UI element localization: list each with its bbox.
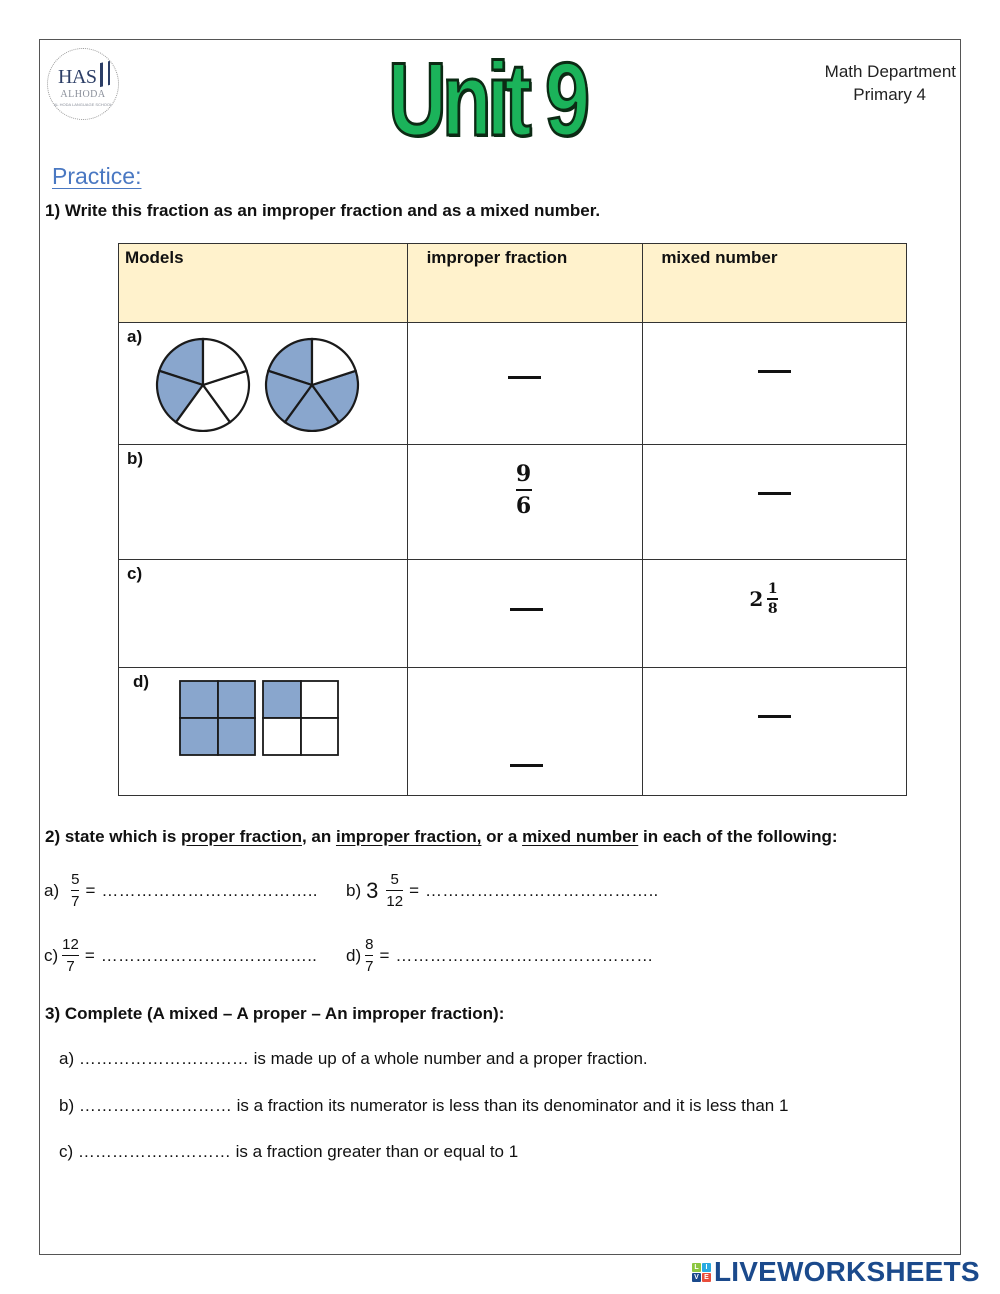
section-title: Practice:: [52, 163, 142, 189]
improper-answer-cell-c[interactable]: [407, 560, 643, 668]
q3-item-b: b) ……………………… is a fraction its numerator is less than its denominator and it is less than 1: [59, 1096, 789, 1115]
q2-item-b: b) 3 5 12 = …………………………………..: [346, 871, 659, 910]
fraction-c: 12 7: [62, 936, 79, 975]
row-label: d): [133, 672, 150, 691]
liveworksheets-logo: [692, 1256, 980, 1288]
row-label: b): [127, 449, 144, 468]
improper-fraction-b: 9 6: [515, 461, 532, 519]
table-row: [119, 560, 907, 668]
answer-blank-a[interactable]: ………………………………..: [101, 880, 318, 900]
live-badge-icon: L I V E: [692, 1263, 711, 1282]
square-grid-model-icon: [179, 680, 341, 758]
fraction-d: 8 7: [365, 936, 374, 975]
fraction-blank-line: [758, 370, 791, 373]
fraction-b: 5 12: [386, 871, 404, 910]
table-row: [119, 323, 907, 445]
fraction-blank-line: [510, 608, 543, 611]
grade-level: Primary 4: [853, 85, 926, 104]
department-info: [825, 60, 956, 106]
q3-item-c: c) ……………………… is a fraction greater than or equal to 1: [59, 1142, 519, 1161]
row-label: a): [127, 327, 143, 346]
fraction-blank-line: [758, 715, 791, 718]
answer-blank-c[interactable]: ………………………………..: [100, 945, 318, 965]
q2-item-d: d) 8 7 = ………………………………………: [346, 936, 654, 975]
row-label: c): [127, 564, 143, 583]
pie-model-icon: [155, 335, 365, 433]
answer-blank-b[interactable]: …………………………………..: [425, 880, 659, 900]
fraction-blank-line: [508, 376, 541, 379]
answer-blank-d[interactable]: ………………………………………: [395, 945, 654, 965]
logo-name-text: ALHODA: [60, 89, 106, 100]
mixed-number-c: 2 $\frac{1}{8}$: [749, 581, 778, 617]
answer-blank-q3c[interactable]: ………………………: [77, 1142, 231, 1161]
logo-has-text: HAS: [58, 66, 97, 88]
improper-answer-cell-a[interactable]: [407, 323, 643, 445]
table-row: [119, 668, 907, 796]
fraction-blank-line: [510, 764, 543, 767]
question-2-heading: 2) state which is proper fraction, an improper fraction, or a mixed number in each of the following:: [45, 827, 838, 846]
mixed-answer-cell-a[interactable]: [643, 323, 907, 445]
question-1-heading: 1) Write this fraction as an improper fraction and as a mixed number.: [45, 201, 601, 220]
department-name: Math Department: [824, 62, 956, 81]
fraction-blank-line: [758, 492, 791, 495]
brand-name: LIVEWORKSHEETS: [714, 1256, 980, 1287]
column-header-models: Models: [119, 244, 408, 323]
q3-item-a: a) ………………………… is made up of a whole number and a proper fraction.: [59, 1049, 648, 1068]
mixed-answer-cell-b[interactable]: [643, 445, 907, 560]
improper-value-cell-b: [407, 445, 643, 560]
fraction-table: [118, 243, 907, 796]
table-row: [119, 445, 907, 560]
question-3-heading: 3) Complete (A mixed – A proper – An improper fraction):: [45, 1004, 505, 1023]
answer-blank-q3a[interactable]: …………………………: [78, 1049, 249, 1068]
school-logo: [47, 48, 119, 120]
q2-item-c: c) 12 7 = ………………………………..: [44, 936, 318, 975]
q2-item-a: a) 5 7 = ………………………………..: [44, 871, 318, 910]
column-header-improper: improper fraction: [407, 244, 643, 323]
model-cell-b[interactable]: [119, 445, 408, 560]
answer-blank-q3b[interactable]: ………………………: [78, 1096, 232, 1115]
model-cell-a: [119, 323, 408, 445]
mixed-answer-cell-d[interactable]: [643, 668, 907, 796]
unit-title: Unit 9: [388, 42, 586, 158]
model-cell-d: [119, 668, 408, 796]
column-header-mixed: mixed number: [643, 244, 907, 323]
book-icon: [100, 61, 110, 87]
improper-answer-cell-d[interactable]: [407, 668, 643, 796]
fraction-a: 5 7: [71, 871, 80, 910]
model-cell-c[interactable]: [119, 560, 408, 668]
mixed-value-cell-c: [643, 560, 907, 668]
table-header-row: [119, 244, 907, 323]
logo-tagline: AL HODA LANGUAGE SCHOOL: [53, 102, 113, 107]
